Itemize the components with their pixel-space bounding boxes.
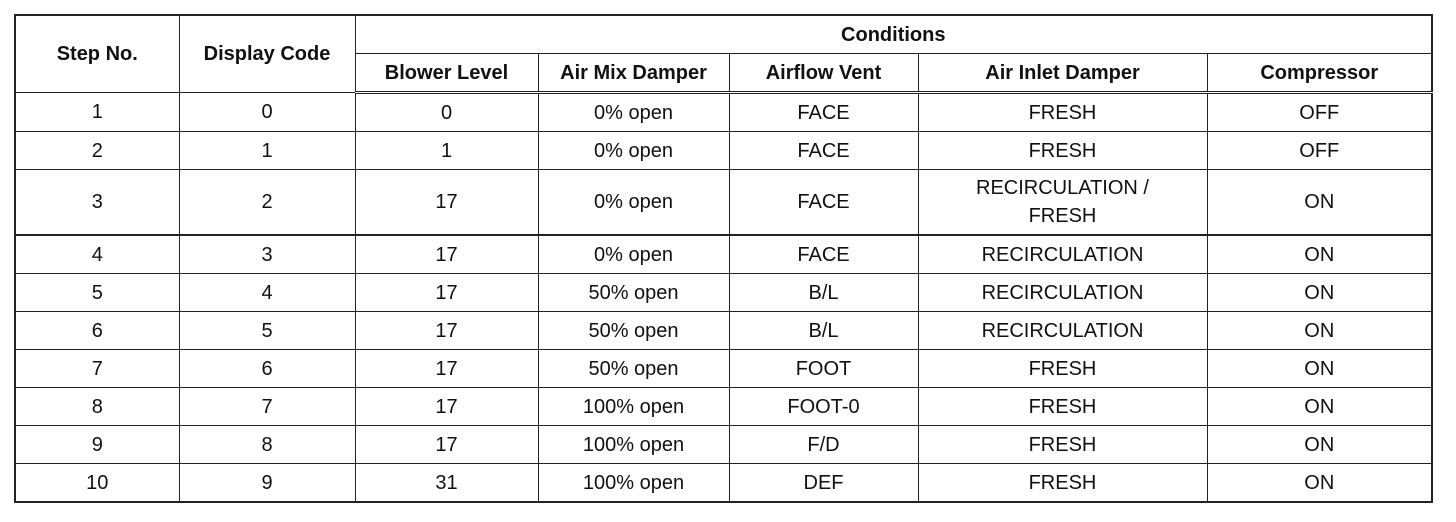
cell-compressor: OFF: [1207, 132, 1432, 170]
cell-airflow-vent: FACE: [729, 235, 918, 274]
cell-airflow-vent: B/L: [729, 312, 918, 350]
cell-air-inlet-damper: RECIRCULATION: [918, 274, 1207, 312]
cell-airflow-vent: FACE: [729, 132, 918, 170]
cell-compressor: ON: [1207, 464, 1432, 503]
cell-compressor: ON: [1207, 312, 1432, 350]
table-row: [15, 170, 1432, 236]
header-compressor: Compressor: [1207, 54, 1432, 93]
cell-display-code: 6: [179, 350, 355, 388]
table-row: [15, 235, 1432, 274]
cell-airflow-vent: FACE: [729, 93, 918, 132]
cell-compressor: ON: [1207, 426, 1432, 464]
cell-display-code: 8: [179, 426, 355, 464]
table-row: [15, 93, 1432, 132]
cell-blower-level: 31: [355, 464, 538, 503]
cell-air-inlet-damper: FRESH: [918, 350, 1207, 388]
cell-step-no: 5: [15, 274, 179, 312]
cell-display-code: 2: [179, 170, 355, 236]
cell-air-inlet-damper: RECIRCULATION: [918, 312, 1207, 350]
table-header: [15, 15, 1432, 93]
cell-compressor: OFF: [1207, 93, 1432, 132]
cell-blower-level: 0: [355, 93, 538, 132]
cell-compressor: ON: [1207, 274, 1432, 312]
cell-airflow-vent: FOOT: [729, 350, 918, 388]
cell-step-no: 8: [15, 388, 179, 426]
cell-airflow-vent: FOOT-0: [729, 388, 918, 426]
cell-blower-level: 17: [355, 350, 538, 388]
cell-step-no: 4: [15, 235, 179, 274]
cell-air-mix-damper: 0% open: [538, 93, 729, 132]
table-row: [15, 388, 1432, 426]
cell-air-mix-damper: 100% open: [538, 388, 729, 426]
table-row: [15, 312, 1432, 350]
table-row: [15, 132, 1432, 170]
cell-step-no: 2: [15, 132, 179, 170]
cell-air-inlet-damper: FRESH: [918, 132, 1207, 170]
cell-display-code: 9: [179, 464, 355, 503]
cell-air-mix-damper: 100% open: [538, 426, 729, 464]
cell-air-mix-damper: 0% open: [538, 132, 729, 170]
cell-step-no: 9: [15, 426, 179, 464]
cell-display-code: 5: [179, 312, 355, 350]
cell-step-no: 6: [15, 312, 179, 350]
cell-blower-level: 1: [355, 132, 538, 170]
conditions-table: [14, 14, 1433, 503]
cell-air-inlet-damper: FRESH: [918, 388, 1207, 426]
cell-step-no: 3: [15, 170, 179, 236]
cell-blower-level: 17: [355, 170, 538, 236]
cell-compressor: ON: [1207, 235, 1432, 274]
cell-step-no: 10: [15, 464, 179, 503]
cell-blower-level: 17: [355, 426, 538, 464]
cell-display-code: 3: [179, 235, 355, 274]
header-step-no: Step No.: [15, 15, 179, 93]
header-row-1: [15, 15, 1432, 54]
table-row: [15, 274, 1432, 312]
cell-step-no: 1: [15, 93, 179, 132]
cell-air-mix-damper: 100% open: [538, 464, 729, 503]
header-conditions: Conditions: [355, 15, 1432, 54]
cell-display-code: 0: [179, 93, 355, 132]
cell-air-mix-damper: 0% open: [538, 235, 729, 274]
cell-airflow-vent: F/D: [729, 426, 918, 464]
cell-air-mix-damper: 50% open: [538, 274, 729, 312]
cell-air-inlet-damper: FRESH: [918, 93, 1207, 132]
table-body: [15, 93, 1432, 503]
cell-step-no: 7: [15, 350, 179, 388]
header-air-inlet-damper: Air Inlet Damper: [918, 54, 1207, 93]
cell-airflow-vent: FACE: [729, 170, 918, 236]
cell-blower-level: 17: [355, 388, 538, 426]
table-row: [15, 350, 1432, 388]
table-row: [15, 426, 1432, 464]
cell-air-inlet-damper: RECIRCULATION: [918, 235, 1207, 274]
cell-airflow-vent: B/L: [729, 274, 918, 312]
cell-blower-level: 17: [355, 274, 538, 312]
table-row: [15, 464, 1432, 503]
cell-display-code: 4: [179, 274, 355, 312]
cell-air-inlet-damper: FRESH: [918, 464, 1207, 503]
cell-air-inlet-damper: RECIRCULATION / FRESH: [918, 170, 1207, 236]
header-air-mix-damper: Air Mix Damper: [538, 54, 729, 93]
header-airflow-vent: Airflow Vent: [729, 54, 918, 93]
cell-air-mix-damper: 50% open: [538, 312, 729, 350]
cell-display-code: 1: [179, 132, 355, 170]
cell-blower-level: 17: [355, 312, 538, 350]
cell-air-mix-damper: 50% open: [538, 350, 729, 388]
header-blower-level: Blower Level: [355, 54, 538, 93]
cell-blower-level: 17: [355, 235, 538, 274]
cell-air-mix-damper: 0% open: [538, 170, 729, 236]
cell-airflow-vent: DEF: [729, 464, 918, 503]
cell-compressor: ON: [1207, 170, 1432, 236]
cell-compressor: ON: [1207, 388, 1432, 426]
cell-compressor: ON: [1207, 350, 1432, 388]
header-display-code: Display Code: [179, 15, 355, 93]
cell-display-code: 7: [179, 388, 355, 426]
cell-air-inlet-damper: FRESH: [918, 426, 1207, 464]
